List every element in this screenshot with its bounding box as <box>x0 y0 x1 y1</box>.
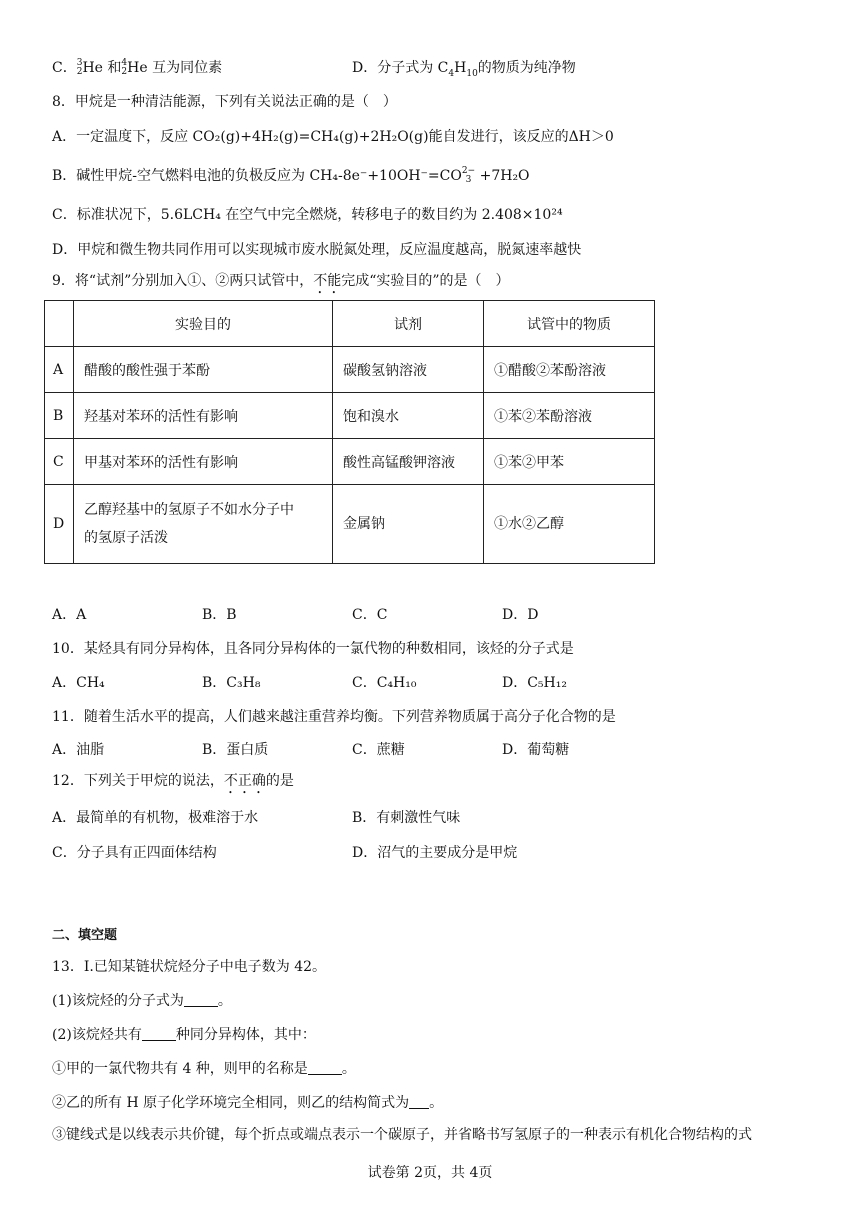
ion-charge <box>462 167 475 185</box>
element-symbol: He <box>82 60 103 76</box>
answer-blank[interactable] <box>184 992 218 1007</box>
subscript: 4 <box>448 68 455 79</box>
tubes-cell: ①醋酸②苯酚溶液 <box>484 347 655 393</box>
table-row <box>45 393 655 439</box>
stem-text: 9．将“试剂”分别加入①、②两只试管中， <box>52 273 314 289</box>
stem-text: 。 <box>429 1095 444 1111</box>
goal-line: 的氢原子活泼 <box>84 530 168 546</box>
table-header-cell <box>45 301 74 347</box>
table-header-cell: 试剂 <box>333 301 484 347</box>
question-10-option-c: C．C₄H₁₀ <box>352 675 417 691</box>
row-label: B <box>45 393 74 439</box>
question-11-option-b: B．蛋白质 <box>202 742 269 758</box>
tubes-cell: ①苯②苯酚溶液 <box>484 393 655 439</box>
reagent-cell: 金属钠 <box>333 485 484 564</box>
question-13-intro: 13．I.已知某链状烷烃分子中电子数为 42。 <box>52 959 327 975</box>
option-d-formula <box>352 58 576 84</box>
tubes-cell: ①水②乙醇 <box>484 485 655 564</box>
question-13-part-1 <box>52 991 232 1011</box>
question-10-option-a: A．CH₄ <box>52 675 105 691</box>
conjunction: 和 <box>102 60 122 76</box>
section-heading: 二、填空题 <box>52 928 118 943</box>
option-label: C． <box>52 60 77 76</box>
emphasized-text: 不正确 <box>223 773 266 789</box>
row-label: D <box>45 485 74 564</box>
question-12-option-d: D．沼气的主要成分是甲烷 <box>352 845 518 861</box>
stem-text: (1)该烷烃的分子式为 <box>52 993 184 1009</box>
question-13-item-1 <box>52 1059 356 1079</box>
question-9-option-b: B．B <box>202 607 237 623</box>
question-9-option-d: D．D <box>502 607 539 623</box>
table-row <box>45 347 655 393</box>
goal-cell <box>74 485 333 564</box>
mass-number: 4 <box>121 58 128 68</box>
row-label: A <box>45 347 74 393</box>
reagent-cell: 碳酸氢钠溶液 <box>333 347 484 393</box>
reagent-cell: 酸性高锰酸钾溶液 <box>333 439 484 485</box>
answer-blank[interactable] <box>308 1060 342 1075</box>
table-header-row <box>45 301 655 347</box>
stem-text: 。 <box>341 1061 356 1077</box>
question-9-option-c: C．C <box>352 607 388 623</box>
reagent-cell: 饱和溴水 <box>333 393 484 439</box>
question-11-stem: 11．随着生活水平的提高，人们越来越注重营养均衡。下列营养物质属于高分子化合物的是 <box>52 709 616 725</box>
goal-cell: 甲基对苯环的活性有影响 <box>74 439 333 485</box>
question-13-item-2 <box>52 1093 443 1113</box>
stem-text: 12．下列关于甲烷的说法， <box>52 773 224 789</box>
question-12-option-a: A．最简单的有机物，极难溶于水 <box>52 810 259 826</box>
option-text: +7H₂O <box>475 168 530 184</box>
goal-cell: 羟基对苯环的活性有影响 <box>74 393 333 439</box>
stem-text: 的是 <box>265 773 294 789</box>
stem-text: 。 <box>217 993 232 1009</box>
stem-text: ①甲的一氯代物共有 4 种，则甲的名称是 <box>52 1061 308 1077</box>
stem-text: 完成“实验目的”的是（ ） <box>341 273 510 289</box>
question-8-option-d: D．甲烷和微生物共同作用可以实现城市废水脱氮处理，反应温度越高，脱氮速率越快 <box>52 242 582 258</box>
option-text: He 互为同位素 <box>127 60 223 76</box>
question-11-option-c: C．蔗糖 <box>352 742 405 758</box>
question-11-option-d: D．葡萄糖 <box>502 742 570 758</box>
option-text: 的物质为纯净物 <box>477 60 576 76</box>
goal-cell: 醋酸的酸性强于苯酚 <box>74 347 333 393</box>
option-text: H <box>454 60 467 76</box>
goal-line: 乙醇羟基中的氢原子不如水分子中 <box>84 502 294 518</box>
option-text: B．碱性甲烷-空气燃料电池的负极反应为 CH₄-8e⁻+10OH⁻=CO <box>52 168 462 184</box>
question-10-stem: 10．某烃具有同分异构体，且各同分异构体的一氯代物的种数相同，该烃的分子式是 <box>52 641 574 657</box>
question-12-option-b: B．有刺激性气味 <box>352 810 461 826</box>
question-8-stem: 8．甲烷是一种清洁能源，下列有关说法正确的是（ ） <box>52 94 397 110</box>
superscript: 2− <box>461 166 476 176</box>
table-row <box>45 439 655 485</box>
table-row <box>45 485 655 564</box>
tubes-cell: ①苯②甲苯 <box>484 439 655 485</box>
answer-blank[interactable] <box>409 1094 429 1109</box>
table-header-cell: 试管中的物质 <box>484 301 655 347</box>
question-12-option-c: C．分子具有正四面体结构 <box>52 845 217 861</box>
question-8-option-b <box>52 166 530 186</box>
question-11-option-a: A．油脂 <box>52 742 105 758</box>
row-label: C <box>45 439 74 485</box>
subscript: 3 <box>465 175 472 185</box>
question-8-option-a: A．一定温度下，反应 CO₂(g)+4H₂(g)=CH₄(g)+2H₂O(g)能自发进行，该反应的ΔH＞0 <box>52 129 614 145</box>
question-12-stem <box>52 771 294 797</box>
question-9-stem <box>52 271 510 297</box>
question-9-option-a: A．A <box>52 607 87 623</box>
atomic-number: 2 <box>121 67 128 77</box>
option-text: D．分子式为 C <box>352 60 449 76</box>
question-10-option-d: D．C₅H₁₂ <box>502 675 567 691</box>
question-13-item-3: ③键线式是以线表示共价键，每个折点或端点表示一个碳原子，并省略书写氢原子的一种表示有机化合物结构的式 <box>52 1127 752 1143</box>
emphasized-text: 不能 <box>313 273 342 289</box>
stem-text: 种同分异构体，其中： <box>175 1027 316 1043</box>
mass-number: 3 <box>76 58 83 68</box>
subscript: 10 <box>466 68 478 79</box>
question-10-option-b: B．C₃H₈ <box>202 675 261 691</box>
stem-text: (2)该烷烃共有 <box>52 1027 142 1043</box>
answer-blank[interactable] <box>142 1026 176 1041</box>
page-footer: 试卷第 2页，共 4页 <box>367 1165 493 1181</box>
question-13-part-2 <box>52 1025 316 1045</box>
stem-text: ②乙的所有 H 原子化学环境完全相同，则乙的结构简式为 <box>52 1095 410 1111</box>
table-header-cell: 实验目的 <box>74 301 333 347</box>
question-8-option-c: C．标准状况下，5.6LCH₄ 在空气中完全燃烧，转移电子的数目约为 2.408×10²⁴ <box>52 207 563 223</box>
experiment-table <box>44 300 655 564</box>
atomic-number: 2 <box>76 67 83 77</box>
option-c-isotopes <box>52 58 222 78</box>
